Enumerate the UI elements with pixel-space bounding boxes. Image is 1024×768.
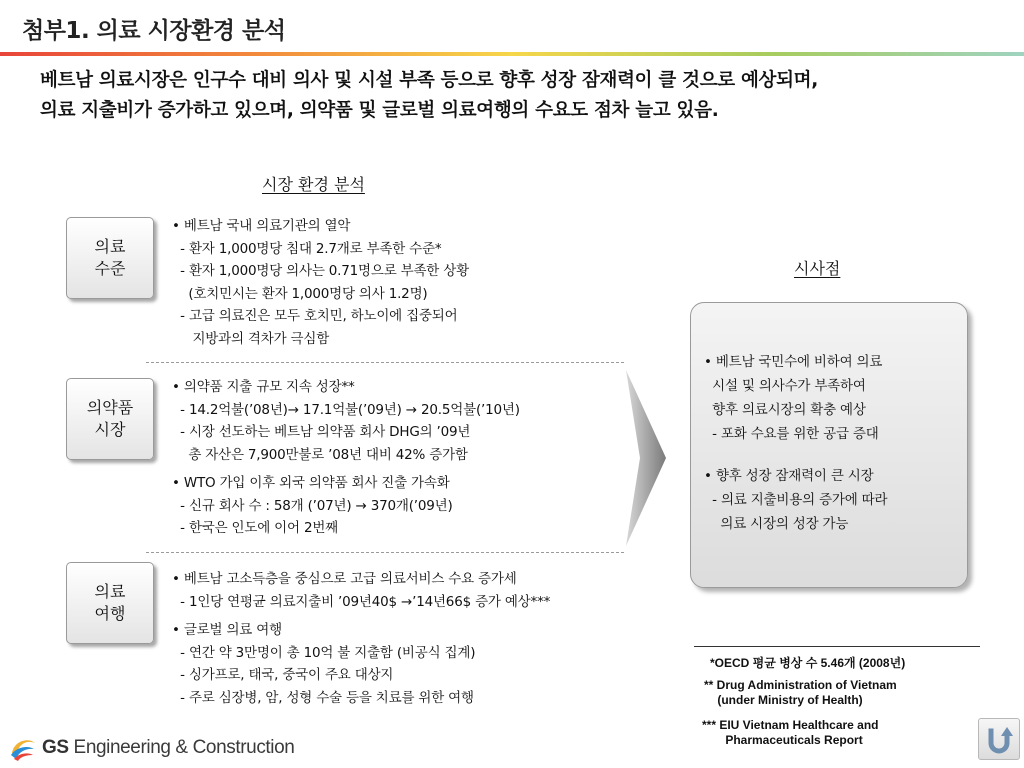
section-line: 총 자산은 7,900만불로 ’08년 대비 42% 증가함 [172, 446, 468, 463]
company-logo [8, 732, 294, 764]
implications-heading: 시사점 [794, 259, 841, 278]
section-line: • 의약품 지출 규모 지속 성장** [172, 379, 355, 395]
category-box-medical-tourism [66, 562, 154, 644]
implication-line: - 의료 지출비용의 증가에 따라 [704, 492, 888, 508]
footnote-drug-admin [704, 678, 897, 708]
section-line: - 싱가프로, 태국, 중국이 주요 대상지 [172, 667, 394, 683]
category-label: 의약품 [86, 398, 134, 417]
section-line: (호치민시는 환자 1,000명당 의사 1.2명) [172, 285, 428, 302]
page-title: 첨부1. 의료 시장환경 분석 [22, 18, 286, 44]
section-divider [146, 552, 624, 553]
summary-line: 의료 지출비가 증가하고 있으며, 의약품 및 글로벌 의료여행의 수요도 점차 늘고 있음. [40, 100, 719, 121]
section-line: • WTO 가입 이후 외국 의약품 회사 진출 가속화 [172, 475, 450, 491]
implication-line: 향후 의료시장의 확충 예상 [704, 402, 866, 418]
summary [40, 66, 1020, 126]
category-label: 의료 [94, 237, 126, 256]
section-line: - 고급 의료진은 모두 호치민, 하노이에 집중되어 [172, 308, 458, 324]
implication-line: • 향후 성장 잠재력이 큰 시장 [704, 468, 874, 484]
implication-line: • 베트남 국민수에 비하여 의료 [704, 354, 883, 370]
title-gradient-bar [0, 52, 1024, 56]
u-turn-back-icon [979, 719, 1019, 759]
section-line: - 환자 1,000명당 침대 2.7개로 부족한 수준* [172, 240, 442, 257]
footnote-rule [694, 646, 980, 647]
section-line: • 베트남 고소득층을 중심으로 고급 의료서비스 수요 증가세 [172, 571, 517, 587]
category-label: 여행 [94, 604, 126, 623]
summary-line: 베트남 의료시장은 인구수 대비 의사 및 시설 부족 등으로 향후 성장 잠재력이 클 것으로 예상되며, [40, 70, 818, 91]
footnote-line: ** Drug Administration of Vietnam [704, 678, 897, 692]
section-line: - 한국은 인도에 이어 2번째 [172, 520, 339, 536]
analysis-heading: 시장 환경 분석 [262, 175, 365, 194]
back-button[interactable] [978, 718, 1020, 760]
section-divider [146, 362, 624, 363]
section-line: - 연간 약 3만명이 총 10억 불 지출함 (비공식 집계) [172, 644, 476, 661]
section-line: - 1인당 연평균 의료지출비 ’09년40$ →’14년66$ 증가 예상*** [172, 593, 551, 610]
section-line: • 글로벌 의료 여행 [172, 622, 282, 638]
section-line: • 베트남 국내 의료기관의 열악 [172, 218, 351, 234]
section-line: 지방과의 격차가 극심함 [172, 330, 330, 347]
section-line: - 시장 선도하는 베트남 의약품 회사 DHG의 ’09년 [172, 424, 471, 440]
section-line: - 14.2억불(’08년)→ 17.1억불(’09년) → 20.5억불(’10년) [172, 401, 520, 418]
footnote-eiu [702, 718, 879, 748]
chevron-arrow-icon [626, 370, 670, 546]
category-label: 시장 [94, 420, 126, 439]
section-medical-tourism [172, 568, 550, 709]
footnote-line: Pharmaceuticals Report [702, 733, 863, 747]
implication-line: 의료 시장의 성장 가능 [704, 516, 849, 532]
category-label: 수준 [94, 259, 126, 278]
section-pharma-market [172, 376, 520, 540]
footnote-line: *OECD 평균 병상 수 5.46개 (2008년) [710, 656, 906, 670]
category-label: 의료 [94, 582, 126, 601]
implication-line: - 포화 수요를 위한 공급 증대 [704, 426, 879, 442]
section-line: - 환자 1,000명당 의사는 0.71명으로 부족한 상황 [172, 263, 469, 279]
implication-line: 시설 및 의사수가 부족하여 [704, 378, 866, 394]
implications-text [704, 350, 887, 536]
section-line: - 신규 회사 수 : 58개 (’07년) → 370개(’09년) [172, 497, 453, 514]
company-division: Engineering & Construction [73, 737, 295, 758]
footnote-oecd [710, 656, 905, 671]
footnote-line: (under Ministry of Health) [704, 693, 863, 707]
company-brand: GS [42, 737, 69, 758]
section-medical-level [172, 215, 469, 350]
footnote-line: *** EIU Vietnam Healthcare and [702, 718, 879, 732]
category-box-pharma-market [66, 378, 154, 460]
company-name [42, 737, 294, 759]
section-line: - 주로 심장병, 암, 성형 수술 등을 치료를 위한 여행 [172, 689, 474, 706]
gs-swirl-logo-icon [8, 733, 38, 763]
category-box-medical-level [66, 217, 154, 299]
